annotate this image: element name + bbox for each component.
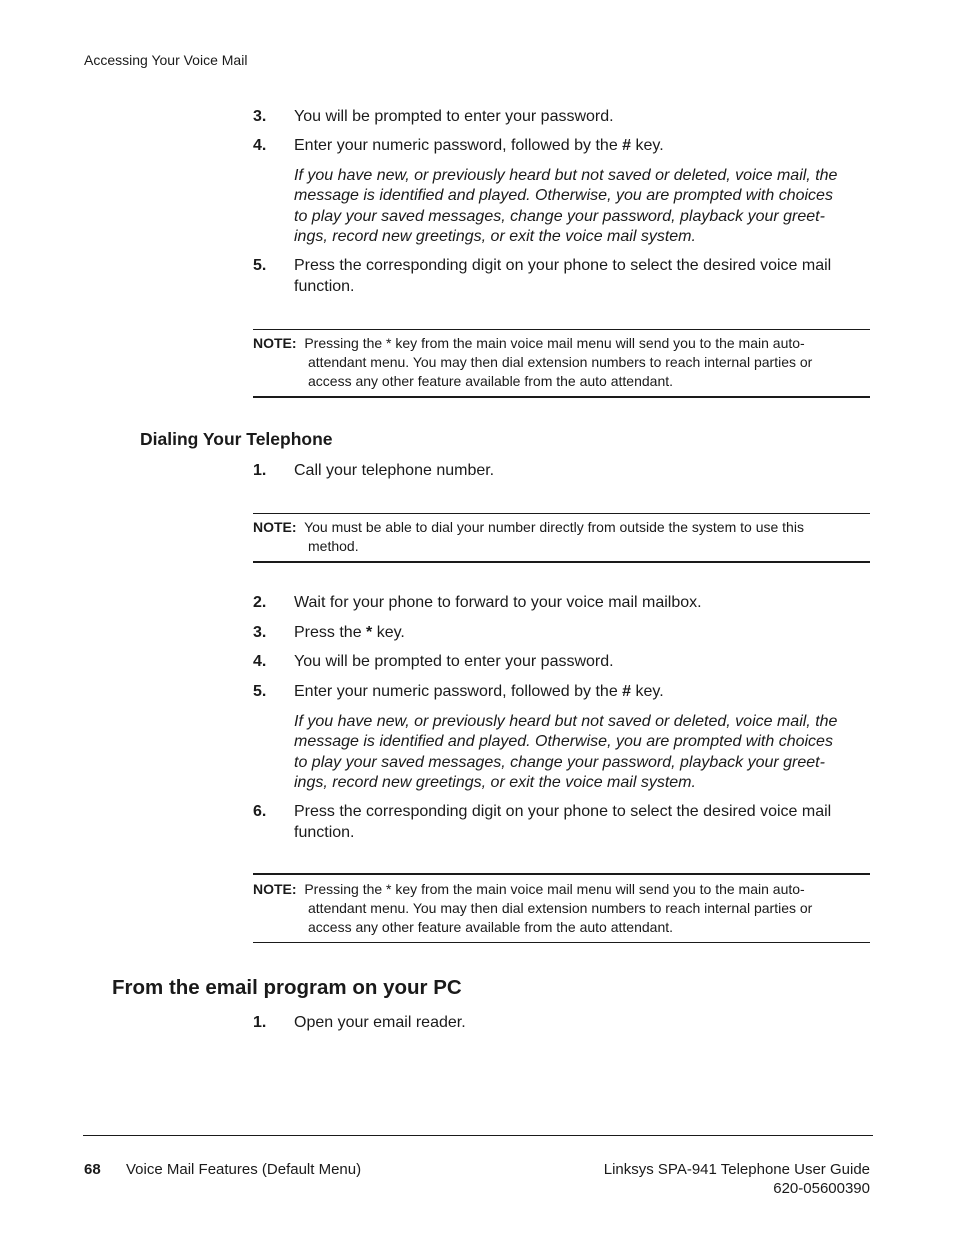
step-number: 1. (253, 1014, 267, 1031)
step-item (253, 802, 873, 843)
note-line: You must be able to dial your number directly from outside the system to use this (304, 519, 804, 535)
note-line: attendant menu. You may then dial extension numbers to reach internal parties or (308, 354, 813, 370)
step-text-post: key. (631, 683, 664, 700)
step-text: Press the corresponding digit on your phone to select the desired voice mail function. (294, 803, 832, 841)
step-number: 4. (253, 653, 267, 670)
step-text (294, 623, 873, 644)
note-top-rule (253, 873, 870, 875)
step-number: 2. (253, 594, 267, 611)
footer-doc-number: 620-05600390 (773, 1180, 870, 1197)
step-number: 6. (253, 803, 267, 820)
italic-line: message is identified and played. Otherwise, you are prompted with choices (294, 187, 833, 205)
note-line: access any other feature available from the auto attendant. (308, 373, 674, 389)
step-text-pre: Enter your numeric password, followed by the (294, 683, 623, 700)
step-text: Open your email reader. (294, 1014, 466, 1031)
note-bottom-rule (253, 561, 870, 563)
italic-line: If you have new, or previously heard but not saved or deleted, voice mail, the (294, 167, 838, 184)
step-text-pre: Enter your numeric password, followed by the (294, 137, 623, 154)
note-label: NOTE: (253, 335, 297, 351)
step-text: Press the corresponding digit on your phone to select the desired voice mail function. (294, 257, 832, 295)
note-box (253, 518, 873, 556)
note-line: Pressing the * key from the main voice mail menu will send you to the main auto- (304, 335, 805, 351)
step-number: 3. (253, 108, 267, 125)
note-bottom-rule (253, 396, 870, 398)
section-heading: From the email program on your PC (112, 976, 462, 999)
step-item (253, 461, 873, 482)
italic-paragraph (294, 166, 874, 247)
step-item (253, 652, 873, 673)
step-item (253, 256, 873, 297)
italic-line: to play your saved messages, change your password, playback your greet- (294, 753, 825, 771)
step-text-post: key. (631, 137, 664, 154)
key-glyph: * (366, 624, 373, 641)
step-text: Wait for your phone to forward to your voice mail mailbox. (294, 594, 702, 611)
page-number: 68 (84, 1161, 101, 1178)
note-top-rule (253, 329, 870, 330)
key-glyph: # (622, 137, 632, 154)
subsection-heading: Dialing Your Telephone (140, 429, 333, 449)
step-text (294, 682, 873, 703)
step-item (253, 623, 873, 644)
note-line: access any other feature available from the auto attendant. (308, 919, 674, 935)
step-item (253, 107, 873, 128)
italic-line: ings, record new greetings, or exit the voice mail system. (294, 773, 696, 791)
step-number: 4. (253, 137, 267, 154)
footer-guide-title: Linksys SPA-941 Telephone User Guide (603, 1161, 870, 1178)
note-line: method. (308, 538, 359, 554)
note-top-rule (253, 513, 870, 514)
step-text: You will be prompted to enter your password. (294, 108, 614, 125)
note-line: Pressing the * key from the main voice mail menu will send you to the main auto- (304, 881, 805, 897)
running-head: Accessing Your Voice Mail (84, 52, 248, 68)
step-item (253, 593, 873, 614)
step-item (253, 136, 873, 157)
step-text: Call your telephone number. (294, 462, 495, 479)
italic-line: message is identified and played. Otherwise, you are prompted with choices (294, 733, 833, 751)
note-line: attendant menu. You may then dial extension numbers to reach internal parties or (308, 900, 813, 916)
step-number: 3. (253, 624, 267, 641)
italic-line: to play your saved messages, change your password, playback your greet- (294, 207, 825, 225)
note-label: NOTE: (253, 519, 297, 535)
note-box (253, 334, 873, 391)
key-glyph: # (622, 683, 632, 700)
note-label: NOTE: (253, 881, 297, 897)
step-text (294, 136, 873, 157)
italic-line: If you have new, or previously heard but not saved or deleted, voice mail, the (294, 713, 838, 730)
italic-line: ings, record new greetings, or exit the voice mail system. (294, 227, 696, 245)
note-bottom-rule (253, 942, 870, 943)
step-text-pre: Press the (294, 624, 367, 641)
footer-chapter: Voice Mail Features (Default Menu) (126, 1161, 362, 1178)
italic-paragraph (294, 712, 874, 793)
step-number: 5. (253, 257, 267, 274)
footer-rule (83, 1135, 873, 1136)
step-item (253, 682, 873, 703)
step-number: 1. (253, 462, 267, 479)
step-text-post: key. (372, 624, 405, 641)
note-box (253, 880, 873, 937)
step-number: 5. (253, 683, 267, 700)
step-text: You will be prompted to enter your password. (294, 653, 614, 670)
step-item (253, 1013, 873, 1034)
